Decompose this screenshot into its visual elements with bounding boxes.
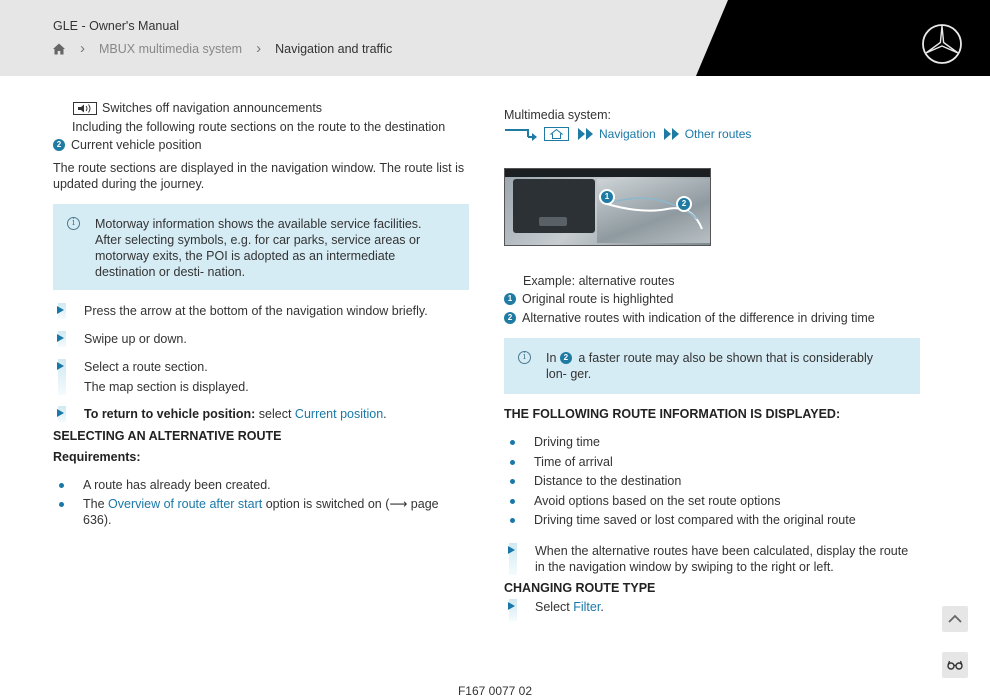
including-line: Including the following route sections on the route to the destination (72, 120, 446, 134)
callout-badge-2: 2 (560, 352, 572, 364)
double-chevron-icon (577, 128, 595, 140)
home-icon[interactable] (52, 42, 66, 56)
mercedes-star-logo (921, 23, 963, 65)
changing-route-heading: CHANGING ROUTE TYPE (504, 580, 656, 595)
alternative-routes-screenshot (504, 168, 711, 246)
step-text: Press the arrow at the bottom of the navigation window briefly. (84, 304, 428, 318)
list-item: A route has already been created. (53, 477, 469, 493)
list-item: Time of arrival (504, 454, 920, 474)
speaker-line: Switches off navigation announcements (102, 101, 323, 115)
legend-item-2: 2 Alternative routes with indication of the difference in driving time (504, 310, 920, 326)
callout-badge-1: 1 (504, 293, 516, 305)
step-arrow-icon (57, 306, 64, 314)
speaker-row (53, 100, 469, 116)
multimedia-label: Multimedia system: (504, 108, 611, 122)
breadcrumb-current: Navigation and traffic (275, 42, 393, 56)
breadcrumb (52, 42, 392, 56)
step-select-filter: Select Filter. (504, 599, 920, 621)
step-select-section (53, 359, 469, 395)
screenshot-caption: Example: alternative routes (523, 274, 675, 288)
step-return: To return to vehicle position: select Current position. (53, 406, 469, 422)
return-bold: To return to vehicle position: (84, 407, 256, 421)
step-arrow-icon (508, 546, 515, 554)
step-result: The map section is displayed. (84, 380, 249, 394)
info-icon: i (518, 351, 531, 364)
step-arrow-icon (508, 602, 515, 610)
glasses-icon (947, 660, 963, 670)
list-item: Avoid options based on the set route options (504, 493, 920, 513)
step-arrow-icon (57, 334, 64, 342)
list-item: Distance to the destination (504, 473, 920, 493)
route-info-list (504, 434, 920, 532)
callout-badge-2: 2 (53, 139, 65, 151)
nav-link-navigation[interactable]: Navigation (599, 127, 656, 141)
nav-path (504, 127, 920, 141)
list-item: Driving time (504, 434, 920, 454)
info-box-faster-route (504, 338, 920, 394)
left-column (53, 100, 469, 528)
scroll-to-top-button[interactable] (942, 606, 968, 632)
alt-route-heading: SELECTING AN ALTERNATIVE ROUTE (53, 429, 282, 443)
position-line: Current vehicle position (71, 138, 202, 152)
info-icon: i (67, 217, 80, 230)
nav-link-other-routes[interactable]: Other routes (684, 127, 752, 141)
callout-badge-2: 2 (504, 312, 516, 324)
step-text: Select a route section. (84, 360, 208, 374)
double-chevron-icon (663, 128, 681, 140)
info-text: In 2 a faster route may also be shown that is considerably lon- ger. (546, 351, 873, 381)
map-image (597, 179, 710, 243)
step-arrow-icon (57, 362, 64, 370)
figure-code: F167 0077 02 (457, 684, 533, 698)
chevron-up-icon (948, 614, 962, 624)
page-header (0, 0, 990, 76)
info-text: Motorway information shows the available service facilities. After selecting symbols, e.g. for car parks, service areas or motorway exits, the POI is adopted as an intermediate destination or desti- nation. (95, 217, 422, 279)
step-press-arrow (53, 303, 469, 319)
list-item: The Overview of route after start option is switched on (⟶ page 636). (53, 496, 469, 528)
step-arrow-icon (57, 409, 64, 417)
legend-item-1: 1 Original route is highlighted (504, 291, 920, 307)
right-column (504, 100, 920, 621)
arrow-right-icon (504, 127, 538, 141)
route-info-heading: THE FOLLOWING ROUTE INFORMATION IS DISPLAYED: (504, 407, 841, 421)
route-lines (597, 179, 710, 243)
callout-badge-1: 1 (599, 189, 615, 205)
chevron-right-icon: › (80, 40, 85, 57)
step-text: Swipe up or down. (84, 332, 187, 346)
breadcrumb-link-mbux[interactable]: MBUX multimedia system (99, 42, 243, 56)
info-box-motorway (53, 204, 469, 290)
chevron-right-icon: › (256, 40, 262, 57)
filter-link[interactable]: Filter (573, 599, 601, 614)
route-panel (513, 179, 595, 233)
reading-view-button[interactable] (942, 652, 968, 678)
manual-title: GLE - Owner's Manual (53, 19, 180, 33)
position-row (53, 137, 469, 153)
speaker-mute-icon (73, 102, 97, 115)
step-swipe-routes: When the alternative routes have been calculated, display the route in the navigation window by swiping to the right or left. (504, 543, 920, 575)
list-item: Driving time saved or lost compared with the original route (504, 512, 920, 532)
current-position-link[interactable]: Current position (294, 407, 384, 421)
step-swipe (53, 331, 469, 347)
overview-route-link[interactable]: Overview of route after start (108, 497, 263, 511)
callout-badge-2: 2 (676, 196, 692, 212)
route-sections-text: The route sections are displayed in the navigation window. The route list is updated during the journey. (53, 161, 465, 191)
requirements-label: Requirements: (53, 450, 141, 464)
home-button-icon[interactable] (544, 127, 569, 141)
